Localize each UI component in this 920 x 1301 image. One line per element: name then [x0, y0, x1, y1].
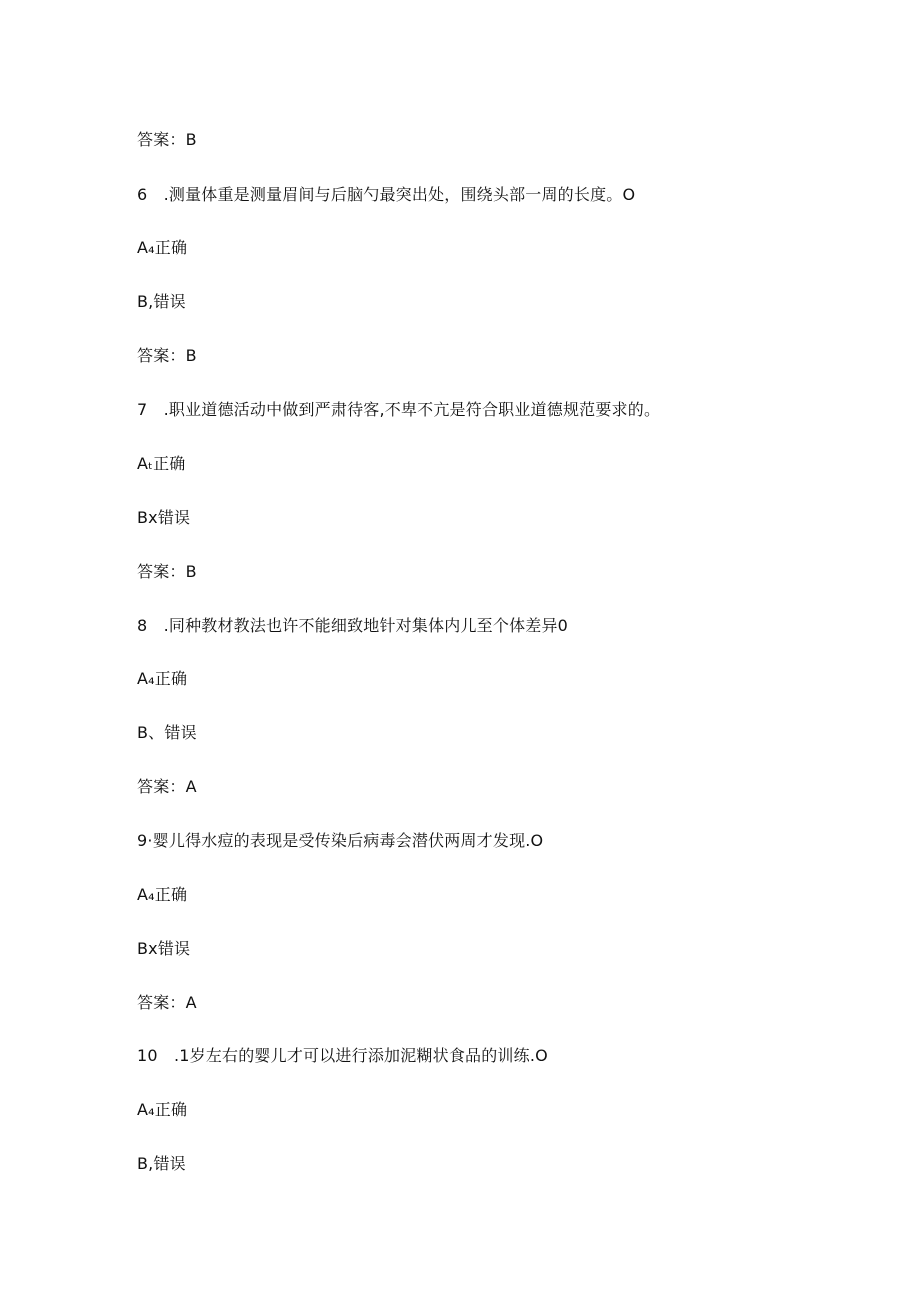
- question-7-option-a: Aₜ正确: [137, 454, 186, 473]
- answer-8: 答案：A: [137, 777, 197, 796]
- question-10: 10 .1岁左右的婴儿才可以进行添加泥糊状食品的训练.O: [137, 1046, 548, 1065]
- answer-6: 答案：B: [137, 346, 197, 365]
- question-6-option-a: A₄正确: [137, 238, 188, 257]
- question-9-option-b: Bx错误: [137, 939, 191, 958]
- question-8: 8 .同种教材教法也许不能细致地针对集体内儿至个体差异0: [137, 616, 569, 635]
- question-9: 9·婴儿得水痘的表现是受传染后病毒会潜伏两周才发现.O: [137, 831, 544, 850]
- answer-7: 答案：B: [137, 562, 197, 581]
- question-7: 7 .职业道德活动中做到严肃待客,不卑不亢是符合职业道德规范要求的。: [137, 400, 661, 419]
- answer-9: 答案：A: [137, 993, 197, 1012]
- question-10-option-b: B,错误: [137, 1154, 186, 1173]
- answer-5: 答案：B: [137, 130, 197, 149]
- question-10-option-a: A₄正确: [137, 1100, 188, 1119]
- question-6: 6 .测量体重是测量眉间与后脑勺最突出处，围绕头部一周的长度。O: [137, 185, 636, 204]
- question-6-option-b: B,错误: [137, 292, 186, 311]
- question-9-option-a: A₄正确: [137, 885, 188, 904]
- question-8-option-a: A₄正确: [137, 669, 188, 688]
- question-8-option-b: B、错误: [137, 723, 197, 742]
- question-7-option-b: Bx错误: [137, 508, 191, 527]
